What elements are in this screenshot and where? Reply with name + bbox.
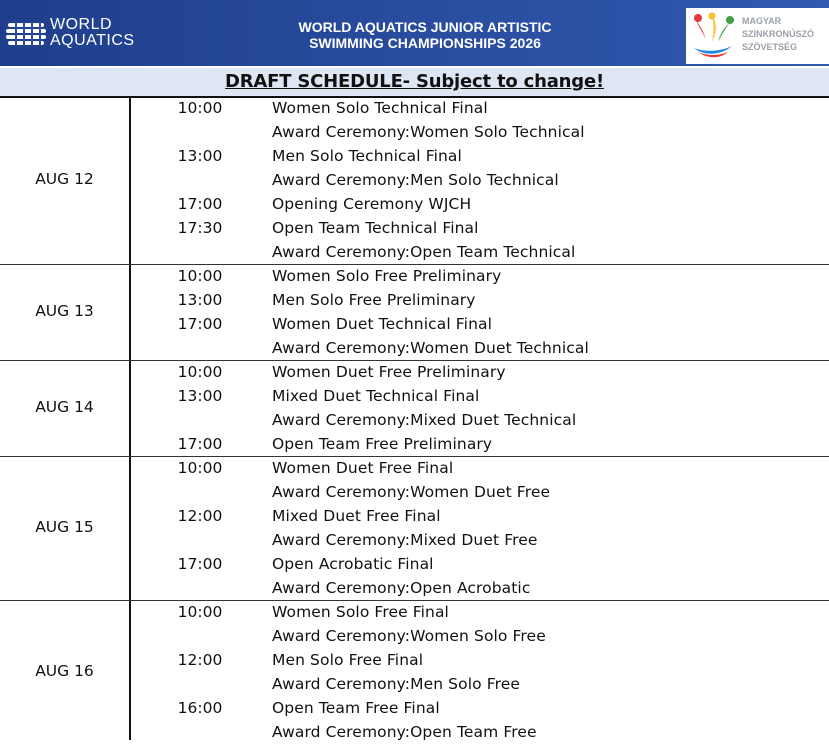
event-title-line2: SWIMMING CHAMPIONSHIPS 2026 <box>309 35 541 51</box>
event-time: 10:00 <box>177 459 223 477</box>
event-time: 17:00 <box>177 435 223 453</box>
day-date: AUG 16 <box>35 662 94 680</box>
schedule-row <box>0 264 829 288</box>
schedule-row <box>0 696 829 720</box>
event-name: Award Ceremony:Open Team Free <box>272 723 537 741</box>
event-time: 17:30 <box>177 219 223 237</box>
event-time: 10:00 <box>177 603 223 621</box>
schedule-row <box>0 648 829 672</box>
event-name: Award Ceremony:Women Solo Technical <box>272 123 585 141</box>
schedule-row <box>0 672 829 696</box>
event-name: Women Duet Technical Final <box>272 315 493 333</box>
schedule-row <box>0 528 829 552</box>
event-name: Award Ceremony:Mixed Duet Free <box>272 531 538 549</box>
schedule-row <box>0 240 829 264</box>
partner-name-line2: SZINKRONÚSZÓ <box>742 29 814 39</box>
schedule-row <box>0 552 829 576</box>
schedule-row <box>0 600 829 624</box>
event-name: Men Solo Free Preliminary <box>272 291 476 309</box>
day-date: AUG 15 <box>35 518 94 536</box>
day-date: AUG 14 <box>35 398 94 416</box>
schedule-row <box>0 120 829 144</box>
event-name: Open Team Technical Final <box>272 219 479 237</box>
day-date: AUG 13 <box>35 302 94 320</box>
schedule-row <box>0 216 829 240</box>
event-name: Award Ceremony:Women Duet Free <box>272 483 551 501</box>
event-name: Award Ceremony:Women Solo Free <box>272 627 546 645</box>
header-banner <box>0 0 829 66</box>
schedule-row <box>0 96 829 120</box>
schedule-row <box>0 576 829 600</box>
event-name: Open Team Free Preliminary <box>272 435 493 453</box>
schedule-row <box>0 480 829 504</box>
org-name-line1: WORLD <box>50 16 113 33</box>
schedule-row <box>0 432 829 456</box>
event-time: 16:00 <box>177 699 223 717</box>
schedule-row <box>0 456 829 480</box>
event-name: Women Solo Free Final <box>272 603 449 621</box>
schedule-row <box>0 168 829 192</box>
event-time: 17:00 <box>177 555 223 573</box>
event-name: Award Ceremony:Men Solo Free <box>272 675 521 693</box>
partner-name-line3: SZÖVETSÉG <box>742 42 798 52</box>
schedule-row <box>0 384 829 408</box>
event-name: Open Team Free Final <box>272 699 440 717</box>
event-name: Men Solo Technical Final <box>272 147 462 165</box>
partner-name <box>742 15 814 54</box>
event-name: Award Ceremony:Women Duet Technical <box>272 339 589 357</box>
subtitle-bar <box>0 68 829 98</box>
event-name: Award Ceremony:Open Acrobatic <box>272 579 531 597</box>
event-name: Award Ceremony:Mixed Duet Technical <box>272 411 577 429</box>
event-name: Open Acrobatic Final <box>272 555 434 573</box>
event-time: 13:00 <box>177 147 223 165</box>
event-time: 17:00 <box>177 195 223 213</box>
event-time: 10:00 <box>177 267 223 285</box>
event-name: Men Solo Free Final <box>272 651 424 669</box>
event-name: Mixed Duet Technical Final <box>272 387 480 405</box>
event-name: Women Duet Free Final <box>272 459 454 477</box>
schedule-row <box>0 288 829 312</box>
page-title: DRAFT SCHEDULE- Subject to change! <box>225 71 604 92</box>
event-title <box>240 19 610 51</box>
event-time: 17:00 <box>177 315 223 333</box>
event-name: Award Ceremony:Men Solo Technical <box>272 171 559 189</box>
schedule-row <box>0 192 829 216</box>
schedule-row <box>0 504 829 528</box>
schedule-row <box>0 144 829 168</box>
org-name-line2: AQUATICS <box>50 32 135 49</box>
schedule-row <box>0 360 829 384</box>
schedule-row <box>0 312 829 336</box>
schedule-row <box>0 408 829 432</box>
event-time: 12:00 <box>177 651 223 669</box>
event-time: 10:00 <box>177 99 223 117</box>
event-time: 12:00 <box>177 507 223 525</box>
world-aquatics-wordmark <box>50 17 135 49</box>
event-name: Women Duet Free Preliminary <box>272 363 506 381</box>
schedule-row <box>0 336 829 360</box>
event-name: Award Ceremony:Open Team Technical <box>272 243 576 261</box>
event-name: Opening Ceremony WJCH <box>272 195 472 213</box>
event-name: Women Solo Free Preliminary <box>272 267 502 285</box>
event-name: Women Solo Technical Final <box>272 99 488 117</box>
synchro-swimmers-emblem-icon <box>690 12 736 60</box>
event-time: 13:00 <box>177 291 223 309</box>
world-aquatics-logo-icon <box>6 14 46 54</box>
event-time: 10:00 <box>177 363 223 381</box>
day-date: AUG 12 <box>35 170 94 188</box>
partner-name-line1: MAGYAR <box>742 16 782 26</box>
event-name: Mixed Duet Free Final <box>272 507 441 525</box>
schedule-row <box>0 624 829 648</box>
event-title-line1: WORLD AQUATICS JUNIOR ARTISTIC <box>298 19 552 35</box>
event-time: 13:00 <box>177 387 223 405</box>
schedule-row <box>0 720 829 744</box>
partner-logo <box>686 8 829 64</box>
